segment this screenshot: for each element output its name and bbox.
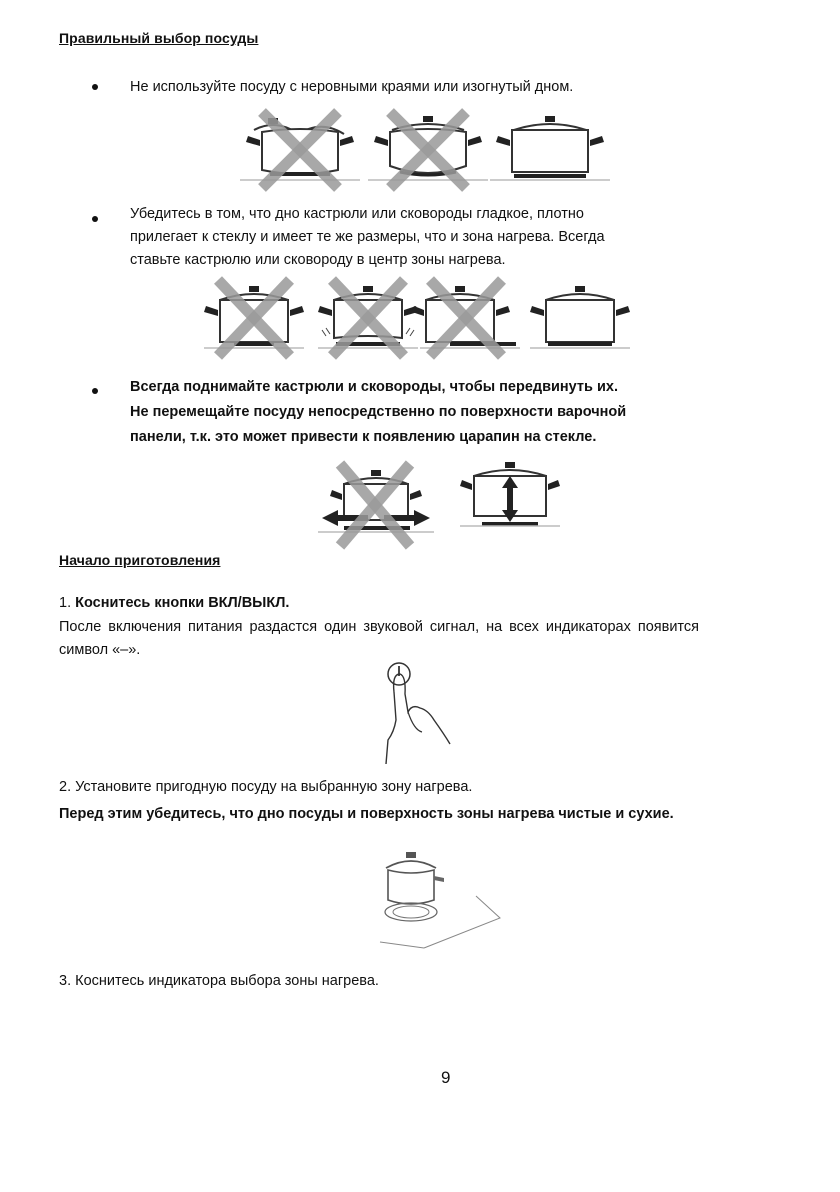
- step1-heading: [59, 592, 289, 615]
- pot-small-base-icon: [204, 278, 304, 358]
- step1-text: После включения питания раздастся один звуковой сигнал, на всех индикаторах появится символ «–».: [59, 619, 699, 658]
- bullet-text-1: Не используйте посуду с неровными краями или изогнутый дном.: [130, 79, 574, 95]
- pot-on-zone-icon: [380, 848, 500, 952]
- bullet-dot: [92, 84, 98, 90]
- bullet-text-3-line3: панели, т.к. это может привести к появлению царапин на стекле.: [130, 429, 597, 445]
- page-number: 9: [441, 1068, 451, 1087]
- pot-uneven-edges-icon: [240, 108, 360, 188]
- pot-warped-bottom-icon: [318, 278, 418, 358]
- bullet-dot: [92, 388, 98, 394]
- step1-number: 1.: [59, 595, 72, 611]
- step2-bold-text: Перед этим убедитесь, что дно посуды и поверхность зоны нагрева чистые и сухие.: [59, 806, 674, 822]
- bullet-text-2-line1: Убедитесь в том, что дно кастрюли или сковороды гладкое, плотно: [130, 206, 584, 222]
- step3-title: 3. Коснитесь индикатора выбора зоны нагрева.: [59, 973, 379, 989]
- pot-correct-icon: [530, 278, 630, 358]
- bullet-text-3-line1: Всегда поднимайте кастрюли и сковороды, чтобы передвинуть их.: [130, 379, 618, 395]
- pot-correct-icon: [490, 108, 610, 188]
- bullet-text-2-line3: ставьте кастрюлю или сковороду в центр зоны нагрева.: [130, 252, 506, 268]
- section-heading-cooking-start: Начало приготовления: [59, 552, 221, 568]
- power-touch-icon: [378, 660, 468, 764]
- bullet-text-3-line2: Не перемещайте посуду непосредственно по поверхности варочной: [130, 404, 627, 420]
- bullet-text-2-line2: прилегает к стеклу и имеет те же размеры, что и зона нагрева. Всегда: [130, 229, 605, 245]
- pot-curved-bottom-icon: [368, 108, 488, 188]
- step1-title: Коснитесь кнопки ВКЛ/ВЫКЛ.: [75, 595, 290, 611]
- pot-slide-icon: [318, 460, 434, 548]
- step2-title: 2. Установите пригодную посуду на выбранную зону нагрева.: [59, 779, 473, 795]
- section-heading-cookware: Правильный выбор посуды: [59, 30, 259, 46]
- bullet-dot: [92, 216, 98, 222]
- pot-offcenter-icon: [420, 278, 520, 358]
- pot-lift-icon: [460, 458, 560, 538]
